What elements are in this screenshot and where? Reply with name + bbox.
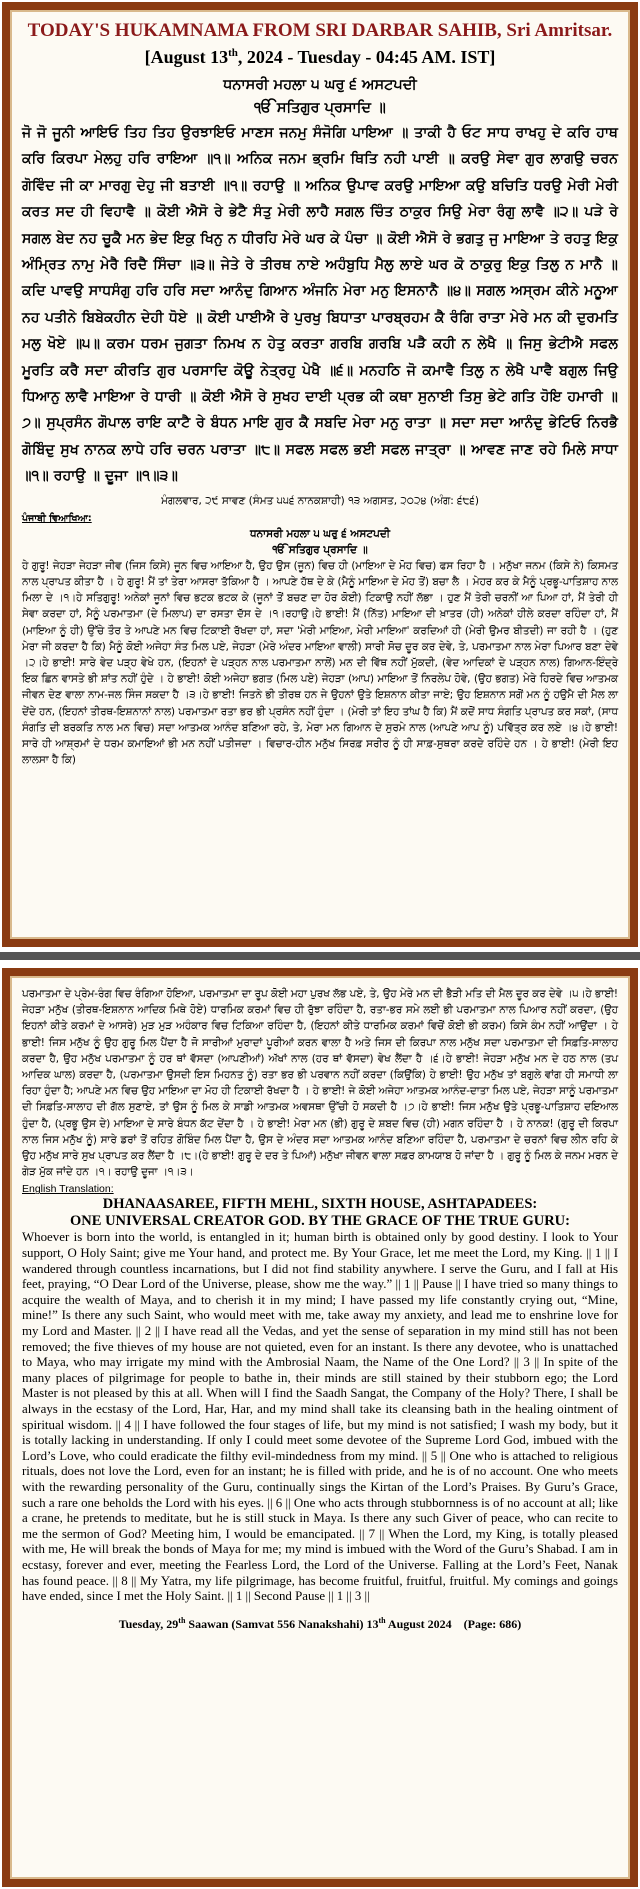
footer-part3: August 2024 [385, 1616, 452, 1631]
footer-sup1: th [178, 1615, 186, 1625]
hukamnama-panel-top [2, 2, 638, 947]
english-translation: Whoever is born into the world, is entangled in it; human birth is obtained only by good destiny. I look to Your support, O Holy Saint; give me Your hand, and protect me. By Your Grace, let me meet the Lord, my King. || 1 || I wandered through countless incarnations, but I did not find stability anywhere. I serve the Guru, and I fall at His feet, praying, “O Dear Lord of the Universe, please, show me the way.” || 1 || Pause || I have tried so many things to acquire the wealth of Maya, and to cherish it in my mind; I have passed my life constantly crying out, “Mine, mine!” Is there any such Saint, who would meet with me, take away my anxiety, and lead me to enshrine love for my Lord and Master. || 2 || I have read all the Vedas, and yet the sense of separation in my mind still has not been removed; the five thieves of my house are not quieted, even for an instant. Is there any devotee, who is unattached to Maya, who may irrigate my mind with the Ambrosial Naam, the Name of the One Lord? || 3 || In spite of the many places of pilgrimage for people to bathe in, their minds are still stained by their stubborn ego; the Lord Master is not pleased by this at all. When will I find the Saadh Sangat, the Company of the Holy? There, I shall be always in the ecstasy of the Lord, Har, Har, and my mind shall take its cleansing bath in the healing ointment of spiritual wisdom. || 4 || I have followed the four stages of life, but my mind is not satisfied; I wash my body, but it is totally lacking in understanding. If only I could meet some devotee of the Supreme Lord God, imbued with the Lord’s Love, who could eradicate the filthy evil-mindedness from my mind. || 5 || One who is attached to religious rituals, does not love the Lord, even for an instant; he is filled with pride, and he is of no account. One who meets with the rewarding personality of the Guru, continually sings the Kirtan of the Lord’s Praises. By Guru’s Grace, such a rare one beholds the Lord with his eyes. || 6 || One who acts through stubbornness is of no account at all; like a crane, he pretends to meditate, but he is still stuck in Maya. Is there any such Giver of peace, who can recite to me the sermon of God? Meeting him, I would be emancipated. || 7 || When the Lord, my King, is totally pleased with me, He will break the bonds of Maya for me; my mind is imbued with the Word of the Guru’s Shabad. I am in ecstasy, forever and ever, meeting the Fearless Lord, the Lord of the Universe. Falling at the Lord’s Feet, Nanak has found peace. || 8 || My Yatra, my life pilgrimage, has become fruitful, fruitful, fruitful. My comings and goings have ended, since I met the Holy Saint. || 1 || Second Pause || 1 || 3 || [22, 1230, 618, 1604]
panel-separator [0, 952, 640, 960]
punjabi-section-label: ਪੰਜਾਬੀ ਵਿਆਖਿਆ: [22, 512, 92, 524]
footer-part1: Tuesday, 29 [118, 1616, 179, 1631]
header-date [22, 42, 618, 68]
header-date-suffix: th [228, 47, 238, 59]
footer-date [22, 1613, 618, 1632]
punjabi-heading-raag: ਧਨਾਸਰੀ ਮਹਲਾ ੫ ਘਰੁ ੬ ਅਸਟਪਦੀ [249, 527, 391, 540]
gurbani-heading-mool: ੴ ਸਤਿਗੁਰ ਪ੍ਰਸਾਦਿ ॥ [254, 100, 386, 116]
footer-part2: Saawan (Samvat 556 Nanakshahi) 13 [185, 1616, 379, 1631]
gurbani-heading-raag: ਧਨਾਸਰੀ ਮਹਲਾ ੫ ਘਰੁ ੬ ਅਸਟਪਦੀ [223, 77, 417, 93]
header-date-rest: , 2024 - Tuesday - 04:45 AM. IST] [237, 47, 496, 67]
hukamnama-panel-bottom [2, 968, 638, 1887]
gurbani-date-line: ਮੰਗਲਵਾਰ, ੨੯ ਸਾਵਣ (ਸੰਮਤ ੫੫੬ ਨਾਨਕਸ਼ਾਹੀ) ੧੩ ਅਗਸਤ, ੨੦੨੪ (ਅੰਗ: ੬੮੬) [161, 494, 479, 507]
header-date-prefix: [August 13 [144, 47, 229, 67]
page-title: TODAY'S HUKAMNAMA FROM SRI DARBAR SAHIB, Sri Amritsar. [27, 20, 613, 41]
punjabi-explanation-part1: ਹੇ ਗੁਰੂ! ਜੇਹੜਾ ਜੇਹੜਾ ਜੀਵ (ਜਿਸ ਕਿਸੇ) ਜੂਨ ਵਿਚ ਆਇਆ ਹੈ, ਉਹ ਉਸ (ਜੂਨ) ਵਿਚ ਹੀ (ਮਾਇਆ ਦੇ ਮੋਹ ਵਿਚ) ਫਸ ਰਿਹਾ ਹੈ । ਮਨੁੱਖਾ ਜਨਮ (ਕਿਸੇ ਨੇ) ਕਿਸਮਤ ਨਾਲ ਪ੍ਰਾਪਤ ਕੀਤਾ ਹੈ । ਹੇ ਗੁਰੂ! ਮੈਂ ਤਾਂ ਤੇਰਾ ਆਸਰਾ ਤੱਕਿਆ ਹੈ । ਆਪਣੇ ਹੱਥ ਦੇ ਕੇ (ਮੈਨੂੰ ਮਾਇਆ ਦੇ ਮੋਹ ਤੋਂ) ਬਚਾ ਲੈ । ਮੇਹਰ ਕਰ ਕੇ ਮੈਨੂੰ ਪ੍ਰਭੂ-ਪਾਤਿਸ਼ਾਹ ਨਾਲ ਮਿਲਾ ਦੇ ।੧।ਹੇ ਸਤਿਗੁਰੂ! ਅਨੇਕਾਂ ਜੂਨਾਂ ਵਿਚ ਭਟਕ ਭਟਕ ਕੇ (ਜੂਨਾਂ ਤੋਂ ਬਚਣ ਦਾ ਹੋਰ ਕੋਈ) ਟਿਕਾਉ ਨਹੀਂ ਲੱਭਾ । ਹੁਣ ਮੈਂ ਤੇਰੀ ਚਰਨੀਂ ਆ ਪਿਆ ਹਾਂ, ਮੈਂ ਤੇਰੀ ਹੀ ਸੇਵਾ ਕਰਦਾ ਹਾਂ, ਮੈਨੂੰ ਪਰਮਾਤਮਾ (ਦੇ ਮਿਲਾਪ) ਦਾ ਰਸਤਾ ਦੱਸ ਦੇ ।੧।ਰਹਾਉ।ਹੇ ਭਾਈ! ਮੈਂ (ਨਿੱਤ) ਮਾਇਆ ਦੀ ਖ਼ਾਤਰ (ਹੀ) ਅਨੇਕਾਂ ਹੀਲੇ ਕਰਦਾ ਰਹਿੰਦਾ ਹਾਂ, ਮੈਂ (ਮਾਇਆ ਨੂੰ ਹੀ) ਉੱਚੇ ਤੌਰ ਤੇ ਆਪਣੇ ਮਨ ਵਿਚ ਟਿਕਾਈ ਰੱਖਦਾ ਹਾਂ, ਸਦਾ 'ਮੇਰੀ ਮਾਇਆ, ਮੇਰੀ ਮਾਇਆ' ਕਰਦਿਆਂ ਹੀ (ਮੇਰੀ ਉਮਰ ਬੀਤਦੀ) ਜਾ ਰਹੀ ਹੈ । (ਹੁਣ ਮੇਰਾ ਜੀ ਕਰਦਾ ਹੈ ਕਿ) ਮੈਨੂੰ ਕੋਈ ਅਜੇਹਾ ਸੰਤ ਮਿਲ ਪਏ, ਜੇਹੜਾ (ਮੇਰੇ ਅੰਦਰ ਮਾਇਆ ਵਾਲੀ) ਸਾਰੀ ਸੋਚ ਦੂਰ ਕਰ ਦੇਵੇ, ਤੇ, ਪਰਮਾਤਮਾ ਨਾਲ ਮੇਰਾ ਪਿਆਰ ਬਣਾ ਦੇਵੇ ।੨।ਹੇ ਭਾਈ! ਸਾਰੇ ਵੇਦ ਪੜ੍ਹ ਵੇਖੇ ਹਨ, (ਇਹਨਾਂ ਦੇ ਪੜ੍ਹਨ ਨਾਲ ਪਰਮਾਤਮਾ ਨਾਲੋਂ) ਮਨ ਦੀ ਵਿੱਥ ਨਹੀਂ ਮੁੱਕਦੀ, (ਵੇਦ ਆਦਿਕਾਂ ਦੇ ਪੜ੍ਹਨ ਨਾਲ) ਗਿਆਨ-ਇੰਦ੍ਰੇ ਇਕ ਛਿਨ ਵਾਸਤੇ ਭੀ ਸ਼ਾਂਤ ਨਹੀਂ ਹੁੰਦੇ । ਹੇ ਭਾਈ! ਕੋਈ ਅਜੇਹਾ ਭਗਤ (ਮਿਲ ਪਏ) ਜੇਹੜਾ (ਆਪ) ਮਾਇਆ ਤੋਂ ਨਿਰਲੇਪ ਹੋਵੇ, (ਉਹ ਭਗਤ) ਮੇਰੇ ਹਿਰਦੇ ਵਿਚ ਆਤਮਕ ਜੀਵਨ ਦੇਣ ਵਾਲਾ ਨਾਮ-ਜਲ ਸਿੰਜ ਸਕਦਾ ਹੈ ।੩।ਹੇ ਭਾਈ! ਜਿਤਨੇ ਭੀ ਤੀਰਥ ਹਨ ਜੇ ਉਹਨਾਂ ਉਤੇ ਇਸ਼ਨਾਨ ਕੀਤਾ ਜਾਏ; ਉਹ ਇਸ਼ਨਾਨ ਸਗੋਂ ਮਨ ਨੂੰ ਹਉਮੈ ਦੀ ਮੈਲ ਲਾ ਦੇਂਦੇ ਹਨ, (ਇਹਨਾਂ ਤੀਰਥ-ਇਸ਼ਨਾਨਾਂ ਨਾਲ) ਪਰਮਾਤਮਾ ਰਤਾ ਭਰ ਭੀ ਪ੍ਰਸੰਨ ਨਹੀਂ ਹੁੰਦਾ । (ਮੇਰੀ ਤਾਂ ਇਹ ਤਾਂਘ ਹੈ ਕਿ) ਮੈਂ ਕਦੋਂ ਸਾਧ ਸੰਗਤਿ ਪ੍ਰਾਪਤ ਕਰ ਸਕਾਂ, (ਸਾਧ ਸੰਗਤਿ ਦੀ ਬਰਕਤਿ ਨਾਲ ਮਨ ਵਿਚ) ਸਦਾ ਆਤਮਕ ਆਨੰਦ ਬਣਿਆ ਰਹੇ, ਤੇ, ਮੇਰਾ ਮਨ ਗਿਆਨ ਦੇ ਸੁਰਮੇ ਨਾਲ (ਆਪਣੇ ਆਪ ਨੂੰ) ਪਵਿੱਤ੍ਰ ਕਰ ਲਏ ।੪।ਹੇ ਭਾਈ! ਸਾਰੇ ਹੀ ਆਸ਼੍ਰਮਾਂ ਦੇ ਧਰਮ ਕਮਾਇਆਂ ਭੀ ਮਨ ਨਹੀਂ ਪਤੀਜਦਾ । ਵਿਚਾਰ-ਹੀਨ ਮਨੁੱਖ ਸਿਰਫ਼ ਸਰੀਰ ਨੂੰ ਹੀ ਸਾਫ਼-ਸੁਥਰਾ ਕਰਦੇ ਰਹਿੰਦੇ ਹਨ । ਹੇ ਭਾਈ! (ਮੇਰੀ ਇਹ ਲਾਲਸਾ ਹੈ ਕਿ) [22, 559, 618, 767]
english-heading-raag: DHANAASAREE, FIFTH MEHL, SIXTH HOUSE, ASHTAPADEES: [102, 1196, 538, 1213]
punjabi-explanation-part2: ਪਰਮਾਤਮਾ ਦੇ ਪ੍ਰੇਮ-ਰੰਗ ਵਿਚ ਰੰਗਿਆ ਹੋਇਆ, ਪਰਮਾਤਮਾ ਦਾ ਰੂਪ ਕੋਈ ਮਹਾ ਪੁਰਖ ਲੱਭ ਪਏ, ਤੇ, ਉਹ ਮੇਰੇ ਮਨ ਦੀ ਭੈੜੀ ਮਤਿ ਦੀ ਮੈਲ ਦੂਰ ਕਰ ਦੇਵੇ ।੫।ਹੇ ਭਾਈ! ਜੇਹੜਾ ਮਨੁੱਖ (ਤੀਰਥ-ਇਸ਼ਨਾਨ ਆਦਿਕ ਮਿਥੇ ਹੋਏ) ਧਾਰਮਿਕ ਕਰਮਾਂ ਵਿਚ ਹੀ ਰੁੱਝਾ ਰਹਿੰਦਾ ਹੈ, ਰਤਾ-ਭਰ ਸਮੇ ਲਈ ਭੀ ਪਰਮਾਤਮਾ ਨਾਲ ਪਿਆਰ ਨਹੀਂ ਕਰਦਾ, (ਉਹ ਇਹਨਾਂ ਕੀਤੇ ਕਰਮਾਂ ਦੇ ਆਸਰੇ) ਮੁੜ ਮੁੜ ਅਹੰਕਾਰ ਵਿਚ ਟਿਕਿਆ ਰਹਿੰਦਾ ਹੈ, (ਇਹਨਾਂ ਕੀਤੇ ਧਾਰਮਿਕ ਕਰਮਾਂ ਵਿਚੋਂ ਕੋਈ ਭੀ ਕਰਮ) ਕਿਸੇ ਕੰਮ ਨਹੀਂ ਆਉਂਦਾ । ਹੇ ਭਾਈ! ਜਿਸ ਮਨੁੱਖ ਨੂੰ ਉਹ ਗੁਰੂ ਮਿਲ ਪੈਂਦਾ ਹੈ ਜੋ ਸਾਰੀਆਂ ਮੁਰਾਦਾਂ ਪੂਰੀਆਂ ਕਰਨ ਵਾਲਾ ਹੈ ਅਤੇ ਜਿਸ ਦੀ ਕਿਰਪਾ ਨਾਲ ਮਨੁੱਖ ਸਦਾ ਪਰਮਾਤਮਾ ਦੀ ਸਿਫ਼ਤਿ-ਸਾਲਾਹ ਕਰਦਾ ਹੈ, ਉਹ ਮਨੁੱਖ ਪਰਮਾਤਮਾ ਨੂੰ ਹਰ ਥਾਂ ਵੱਸਦਾ (ਆਪਣੀਆਂ) ਅੱਖਾਂ ਨਾਲ (ਹਰ ਥਾਂ ਵੱਸਦਾ) ਵੇਖ ਲੈਂਦਾ ਹੈ ।੬।ਹੇ ਭਾਈ! ਜੇਹੜਾ ਮਨੁੱਖ ਮਨ ਦੇ ਹਠ ਨਾਲ (ਤਪ ਆਦਿਕ ਘਾਲ) ਕਰਦਾ ਹੈ, (ਪਰਮਾਤਮਾ ਉਸਦੀ ਇਸ ਮਿਹਨਤ ਨੂੰ) ਰਤਾ ਭਰ ਭੀ ਪਰਵਾਨ ਨਹੀਂ ਕਰਦਾ (ਕਿਉਂਕਿ) ਹੇ ਭਾਈ! ਉਹ ਮਨੁੱਖ ਤਾਂ ਬਗੁਲੇ ਵਾਂਗ ਹੀ ਸਮਾਧੀ ਲਾ ਰਿਹਾ ਹੁੰਦਾ ਹੈ; ਆਪਣੇ ਮਨ ਵਿਚ ਉਹ ਮਾਇਆ ਦਾ ਮੋਹ ਹੀ ਟਿਕਾਈ ਰੱਖਦਾ ਹੈ । ਹੇ ਭਾਈ! ਜੇ ਕੋਈ ਅਜੇਹਾ ਆਤਮਕ ਆਨੰਦ-ਦਾਤਾ ਮਿਲ ਪਏ, ਜੇਹੜਾ ਸਾਨੂੰ ਪਰਮਾਤਮਾ ਦੀ ਸਿਫ਼ਤਿ-ਸਾਲਾਹ ਦੀ ਗੱਲ ਸੁਣਾਏ, ਤਾਂ ਉਸ ਨੂੰ ਮਿਲ ਕੇ ਸਾਡੀ ਆਤਮਕ ਅਵਸਥਾ ਉੱਚੀ ਹੋ ਸਕਦੀ ਹੈ ।੭।ਹੇ ਭਾਈ! ਜਿਸ ਮਨੁੱਖ ਉਤੇ ਪ੍ਰਭੂ-ਪਾਤਿਸ਼ਾਹ ਦਇਆਲ ਹੁੰਦਾ ਹੈ, (ਪ੍ਰਭੂ ਉਸ ਦੇ) ਮਾਇਆ ਦੇ ਸਾਰੇ ਬੰਧਨ ਕੱਟ ਦੇਂਦਾ ਹੈ । ਹੇ ਭਾਈ! ਮੇਰਾ ਮਨ (ਭੀ) ਗੁਰੂ ਦੇ ਸ਼ਬਦ ਵਿਚ (ਹੀ) ਮਗਨ ਰਹਿੰਦਾ ਹੈ । ਹੇ ਨਾਨਕ! (ਗੁਰੂ ਦੀ ਕਿਰਪਾ ਨਾਲ ਜਿਸ ਮਨੁੱਖ ਨੂੰ) ਸਾਰੇ ਡਰਾਂ ਤੋਂ ਰਹਿਤ ਗੋਬਿੰਦ ਮਿਲ ਪੈਂਦਾ ਹੈ, ਉਸ ਦੇ ਅੰਦਰ ਸਦਾ ਆਤਮਕ ਆਨੰਦ ਬਣਿਆ ਰਹਿੰਦਾ ਹੈ, ਪਰਮਾਤਮਾ ਦੇ ਚਰਨਾਂ ਵਿਚ ਲੀਨ ਰਹਿ ਕੇ ਉਹ ਮਨੁੱਖ ਸਾਰੇ ਸੁਖ ਪ੍ਰਾਪਤ ਕਰ ਲੈਂਦਾ ਹੈ ।੮।(ਹੇ ਭਾਈ! ਗੁਰੂ ਦੇ ਦਰ ਤੇ ਪਿਆਂ) ਮਨੁੱਖਾ ਜੀਵਨ ਵਾਲਾ ਸਫ਼ਰ ਕਾਮਯਾਬ ਹੋ ਜਾਂਦਾ ਹੈ । ਗੁਰੂ ਨੂੰ ਮਿਲ ਕੇ ਜਨਮ ਮਰਨ ਦੇ ਗੇੜ ਮੁੱਕ ਜਾਂਦੇ ਹਨ ।੧। ਰਹਾਉ ਦੂਜਾ ।੧।੩। [22, 988, 618, 1179]
gurbani-text: ਜੋ ਜੋ ਜੂਨੀ ਆਇਓ ਤਿਹ ਤਿਹ ਉਰਝਾਇਓ ਮਾਣਸ ਜਨਮੁ ਸੰਜੋਗਿ ਪਾਇਆ ॥ ਤਾਕੀ ਹੈ ਓਟ ਸਾਧ ਰਾਖਹੁ ਦੇ ਕਰਿ ਹਾਥ ਕਰਿ ਕਿਰਪਾ ਮੇਲਹੁ ਹਰਿ ਰਾਇਆ ॥੧॥ ਅਨਿਕ ਜਨਮ ਭ੍ਰਮਿ ਥਿਤਿ ਨਹੀ ਪਾਈ ॥ ਕਰਉ ਸੇਵਾ ਗੁਰ ਲਾਗਉ ਚਰਨ ਗੋਵਿੰਦ ਜੀ ਕਾ ਮਾਰਗੁ ਦੇਹੁ ਜੀ ਬਤਾਈ ॥੧॥ ਰਹਾਉ ॥ ਅਨਿਕ ਉਪਾਵ ਕਰਉ ਮਾਇਆ ਕਉ ਬਚਿਤਿ ਧਰਉ ਮੇਰੀ ਮੇਰੀ ਕਰਤ ਸਦ ਹੀ ਵਿਹਾਵੈ ॥ ਕੋਈ ਐਸੋ ਰੇ ਭੇਟੈ ਸੰਤੁ ਮੇਰੀ ਲਾਹੈ ਸਗਲ ਚਿੰਤ ਠਾਕੁਰ ਸਿਉ ਮੇਰਾ ਰੰਗੁ ਲਾਵੈ ॥੨॥ ਪੜੇ ਰੇ ਸਗਲ ਬੇਦ ਨਹ ਚੂਕੈ ਮਨ ਭੇਦ ਇਕੁ ਖਿਨੁ ਨ ਧੀਰਹਿ ਮੇਰੇ ਘਰ ਕੇ ਪੰਚਾ ॥ ਕੋਈ ਐਸੋ ਰੇ ਭਗਤੁ ਜੁ ਮਾਇਆ ਤੇ ਰਹਤੁ ਇਕੁ ਅੰਮ੍ਰਿਤ ਨਾਮੁ ਮੇਰੈ ਰਿਦੈ ਸਿੰਚਾ ॥੩॥ ਜੇਤੇ ਰੇ ਤੀਰਥ ਨਾਏ ਅਹੰਬੁਧਿ ਮੈਲੁ ਲਾਏ ਘਰ ਕੋ ਠਾਕੁਰੁ ਇਕੁ ਤਿਲੁ ਨ ਮਾਨੈ ॥ ਕਦਿ ਪਾਵਉ ਸਾਧਸੰਗੁ ਹਰਿ ਹਰਿ ਸਦਾ ਆਨੰਦੁ ਗਿਆਨ ਅੰਜਨਿ ਮੇਰਾ ਮਨੁ ਇਸਨਾਨੈ ॥੪॥ ਸਗਲ ਅਸ੍ਰਮ ਕੀਨੇ ਮਨੂਆ ਨਹ ਪਤੀਨੇ ਬਿਬੇਕਹੀਨ ਦੇਹੀ ਧੋਏ ॥ ਕੋਈ ਪਾਈਐ ਰੇ ਪੁਰਖੁ ਬਿਧਾਤਾ ਪਾਰਬ੍ਰਹਮ ਕੈ ਰੰਗਿ ਰਾਤਾ ਮੇਰੇ ਮਨ ਕੀ ਦੁਰਮਤਿ ਮਲੁ ਖੋਏ ॥੫॥ ਕਰਮ ਧਰਮ ਜੁਗਤਾ ਨਿਮਖ ਨ ਹੇਤੁ ਕਰਤਾ ਗਰਬਿ ਗਰਬਿ ਪੜੈ ਕਹੀ ਨ ਲੇਖੈ ॥ ਜਿਸੁ ਭੇਟੀਐ ਸਫਲ ਮੂਰਤਿ ਕਰੈ ਸਦਾ ਕੀਰਤਿ ਗੁਰ ਪਰਸਾਦਿ ਕੋਊ ਨੇਤ੍ਰਹੁ ਪੇਖੈ ॥੬॥ ਮਨਹਠਿ ਜੋ ਕਮਾਵੈ ਤਿਲੁ ਨ ਲੇਖੈ ਪਾਵੈ ਬਗੁਲ ਜਿਉ ਧਿਆਨੁ ਲਾਵੈ ਮਾਇਆ ਰੇ ਧਾਰੀ ॥ ਕੋਈ ਐਸੋ ਰੇ ਸੁਖਹ ਦਾਈ ਪ੍ਰਭ ਕੀ ਕਥਾ ਸੁਨਾਈ ਤਿਸੁ ਭੇਟੇ ਗਤਿ ਹੋਇ ਹਮਾਰੀ ॥੭॥ ਸੁਪ੍ਰਸੰਨ ਗੋਪਾਲ ਰਾਇ ਕਾਟੈ ਰੇ ਬੰਧਨ ਮਾਇ ਗੁਰ ਕੈ ਸਬਦਿ ਮੇਰਾ ਮਨੁ ਰਾਤਾ ॥ ਸਦਾ ਸਦਾ ਆਨੰਦੁ ਭੇਟਿਓ ਨਿਰਭੈ ਗੋਬਿੰਦੁ ਸੁਖ ਨਾਨਕ ਲਾਧੇ ਹਰਿ ਚਰਨ ਪਰਾਤਾ ॥੮॥ ਸਫਲ ਸਫਲ ਭਈ ਸਫਲ ਜਾਤ੍ਰਾ ॥ ਆਵਣ ਜਾਣ ਰਹੇ ਮਿਲੇ ਸਾਧਾ ॥੧॥ ਰਹਾਉ ॥ ਦੂਜਾ ॥੧॥੩॥ [22, 125, 618, 485]
footer-sup2: th [378, 1615, 386, 1625]
punjabi-heading-mool: ੴ ਸਤਿਗੁਰ ਪ੍ਰਸਾਦਿ ॥ [272, 543, 368, 556]
english-section-label: English Translation: [22, 1183, 114, 1196]
footer-page-number: (Page: 686) [463, 1616, 522, 1631]
english-heading-mool: ONE UNIVERSAL CREATOR GOD. BY THE GRACE OF THE TRUE GURU: [70, 1213, 570, 1230]
